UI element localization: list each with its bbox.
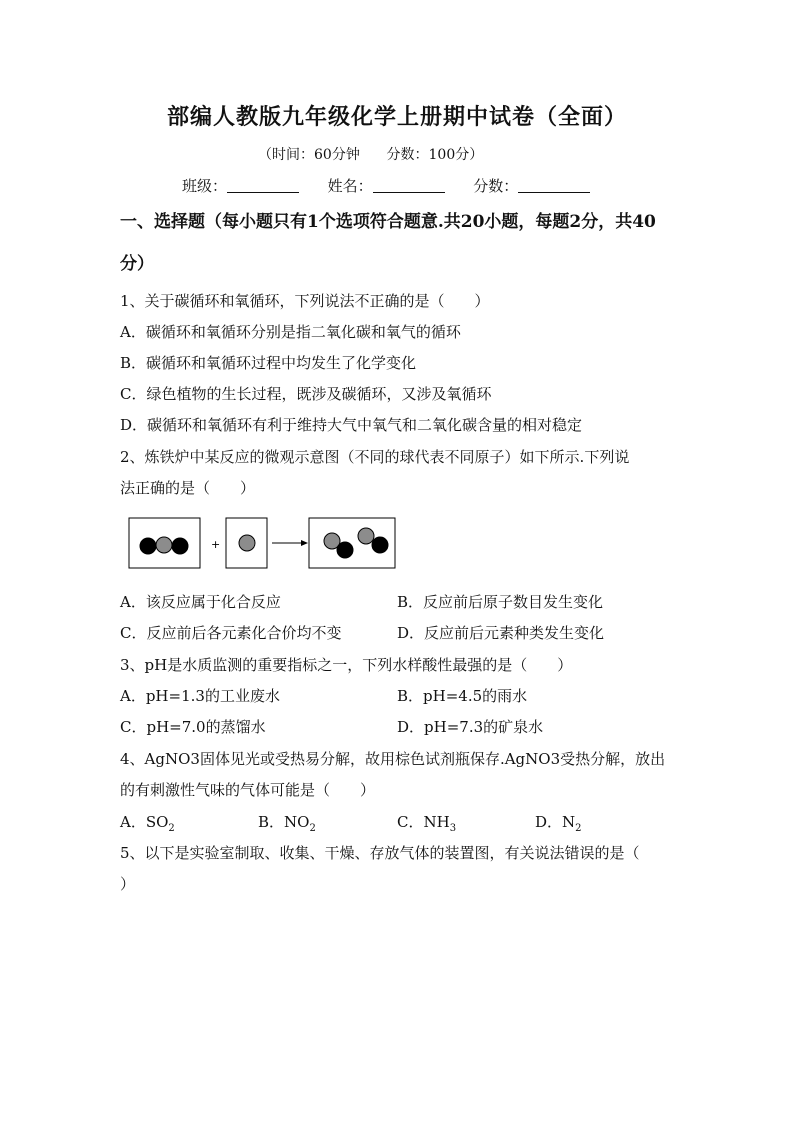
- question-3-stem: 3、pH是水质监测的重要指标之一，下列水样酸性最强的是（ ）: [120, 656, 573, 674]
- section-heading: 一、选择题（每小题只有1个选项符合题意.共20小题，每题2分，共40分）: [120, 212, 656, 274]
- black-atom: [337, 542, 353, 558]
- option-d-subscript: 2: [575, 823, 582, 834]
- question-3-option-c: C．pH=7.0的蒸馏水: [120, 718, 266, 736]
- student-info-row: [182, 175, 590, 196]
- option-b-subscript: 2: [309, 823, 316, 834]
- class-label: 班级：: [182, 177, 228, 195]
- option-a-text: A．SO: [120, 813, 169, 831]
- black-atom: [140, 538, 156, 554]
- question-5-stem-line1: 5、以下是实验室制取、收集、干燥、存放气体的装置图，有关说法错误的是（: [120, 844, 640, 862]
- black-atom: [372, 537, 388, 553]
- question-1-option-a: A．碳循环和氧循环分别是指二氧化碳和氧气的循环: [120, 323, 461, 341]
- exam-time-score: （时间：60分钟 分数：100分）: [258, 147, 484, 163]
- question-5-stem-line2: ）: [120, 875, 136, 893]
- score-blank: [518, 178, 590, 193]
- arrow-head-icon: [301, 540, 308, 546]
- question-4-stem-line2: 的有刺激性气味的气体可能是（ ）: [120, 781, 376, 799]
- option-c-text: C．NH: [397, 813, 450, 831]
- question-4-option-d: [535, 811, 582, 834]
- option-a-subscript: 2: [168, 823, 175, 834]
- question-4-option-b: [258, 811, 316, 834]
- option-d-text: D．N: [535, 813, 576, 831]
- name-blank: [373, 178, 445, 193]
- question-2-option-b: B．反应前后原子数目发生变化: [397, 593, 604, 611]
- question-2-option-d: D．反应前后元素种类发生变化: [397, 624, 605, 642]
- class-blank: [227, 178, 299, 193]
- reaction-diagram: [126, 514, 401, 574]
- gray-atom: [239, 535, 255, 551]
- name-label: 姓名：: [327, 177, 373, 195]
- question-3-option-d: D．pH=7.3的矿泉水: [397, 718, 544, 736]
- plus-sign: +: [211, 538, 221, 551]
- option-b-text: B．NO: [258, 813, 310, 831]
- question-2-option-c: C．反应前后各元素化合价均不变: [120, 624, 342, 642]
- gray-atom: [358, 528, 374, 544]
- question-1-option-c: C．绿色植物的生长过程，既涉及碳循环，又涉及氧循环: [120, 385, 492, 403]
- question-1-stem: 1、关于碳循环和氧循环，下列说法不正确的是（ ）: [120, 292, 490, 310]
- question-2-option-a: A．该反应属于化合反应: [120, 593, 281, 611]
- question-2-stem-line1: 2、炼铁炉中某反应的微观示意图（不同的球代表不同原子）如下所示.下列说: [120, 448, 630, 466]
- question-3-option-b: B．pH=4.5的雨水: [397, 687, 528, 705]
- question-1-option-d: D．碳循环和氧循环有利于维持大气中氧气和二氧化碳含量的相对稳定: [120, 416, 583, 434]
- question-4-option-a: [120, 811, 175, 834]
- score-label: 分数：: [473, 177, 519, 195]
- question-3-option-a: A．pH=1.3的工业废水: [120, 687, 280, 705]
- question-4-stem-line1: 4、AgNO3固体见光或受热易分解，故用棕色试剂瓶保存.AgNO3受热分解，放出: [120, 750, 666, 768]
- question-1-option-b: B．碳循环和氧循环过程中均发生了化学变化: [120, 354, 417, 372]
- black-atom: [172, 538, 188, 554]
- option-c-subscript: 3: [449, 823, 457, 834]
- page-title: 部编人教版九年级化学上册期中试卷（全面）: [166, 104, 627, 130]
- question-2-stem-line2: 法正确的是（ ）: [120, 479, 256, 497]
- question-4-option-c: [397, 811, 456, 834]
- gray-atom: [156, 537, 172, 553]
